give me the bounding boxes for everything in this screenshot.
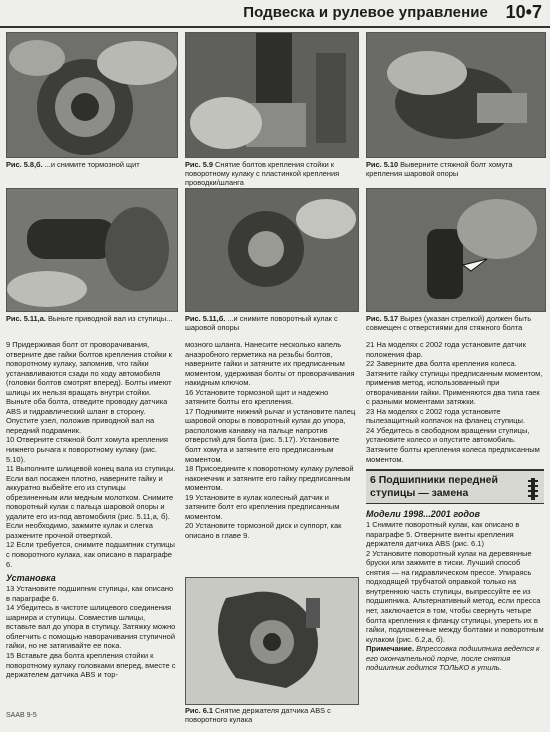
- paragraph-23: 23 На моделях с 2002 года установите пылезащитный колпачок на фланец ступицы.: [366, 406, 525, 426]
- section-6-header: [366, 469, 544, 504]
- section-6-title: 6 Подшипники передней ступицы — замена: [370, 474, 498, 500]
- page-title: Подвеска и рулевое управление: [243, 4, 488, 21]
- photo-5-10: [366, 32, 546, 158]
- paragraph-19: 19 Установите в кулак колесный датчик и затяните болт его крепления предписанным моментом.: [185, 492, 340, 521]
- step-1: 1 Снимите поворотный кулак, как описано в параграфе 5. Отверните винты крепления держателя датчика ABS (рис. 6.1): [366, 520, 520, 549]
- paragraph-18: 18 Присоедините к поворотному кулаку рулевой наконечник и затяните его гайку предписанным моментом.: [185, 464, 354, 493]
- paragraph-22: 22 Заверните два болта крепления колеса. Затяните гайку ступицы предписанным моментом, применив метод, использованный при отворачивании гайки. Применяются два типа гаек с разными моментами затяжки.: [366, 359, 543, 407]
- page-number: 10•7: [505, 2, 542, 22]
- paragraph-14: 14 Убедитесь в чистоте шлицевого соединения шарнира и ступицы. Совместив шлицы, вставьте вал до упора в ступицу. Затяжку можно облегчить с помощью наворачивания ступичной гайки, но не затягивайте ее пока.: [6, 603, 176, 651]
- caption-5-10: Рис. 5.10 Выверните стяжной болт хомута крепления шаровой опоры: [366, 160, 513, 179]
- caption-5-11b: Рис. 5.11,б. ...и снимите поворотный кулак с шаровой опоры: [185, 314, 338, 333]
- paragraph-12: 12 Если требуется, снимите подшипник ступицы с поворотного кулака, как описано в параграфе 6.: [6, 540, 175, 569]
- paragraph-11: 11 Выполните шлицевой конец вала из ступицы. Если вал посажен плотно, наверните гайку и аккуратно выбейте его из ступицы обрезиненным или медным молотком. Снимите поворотный кулак с пальца шаровой опоры и удалите его из-под автомобиля (рис. 5.11,а, б). Если необходимо, зажмите кулак и слегка разжените прочной отверткой.: [6, 464, 176, 540]
- page-footer: SAAB 9-5: [6, 712, 37, 719]
- wrench-icon: [526, 476, 540, 502]
- paragraph-15-cont: мозного шланга. Нанесите несколько капель анаэробного герметика на резьбы болтов, наверните гайки и затяните их предписанным моментом, удерживая болты от проворачивания накидным ключом.: [185, 340, 355, 388]
- text-column-2: [185, 340, 357, 540]
- caption-5-17: Рис. 5.17 Вырез (указан стрелкой) должен быть совмещен с отверстиями для стяжного болта: [366, 314, 532, 333]
- paragraph-16: 16 Установите тормозной щит и надежно затяните болты его крепления.: [185, 387, 329, 407]
- photo-5-11a: [6, 188, 178, 312]
- caption-5-8b: Рис. 5.8,б. ...и снимите тормозной щит: [6, 160, 140, 169]
- heading-installation: Установка: [6, 573, 56, 584]
- photo-5-8b: [6, 32, 178, 158]
- photo-5-17: [366, 188, 546, 312]
- paragraph-10: 10 Отверните стяжной болт хомута крепления нижнего рычага к поворотному кулаку (рис. 5.10).: [6, 435, 168, 464]
- step-2: 2 Установите поворотный кулак на деревянные бруски или зажмите в тиски. Лучший способ снятия — на гидравлическом прессе. Упираясь подходящей трубчатой оправкой только на внутреннюю часть ступицы, выпрессуйте ее из подшипника. Альтернативный метод, если пресса нет, заключается в том, чтобы свернуть четыре болта крепления к фланцу ступицы, упереть их в гайки, подложенные между болтами и поворотным кулаком (рис. 6.2,а, б).: [366, 548, 544, 644]
- photo-5-9: [185, 32, 359, 158]
- text-column-3: [366, 340, 544, 673]
- note: Примечание. Впрессовка подшипника ведется к его окончательной порче, после снятия подшипник годится ТОЛЬКО в утиль.: [366, 644, 540, 673]
- paragraph-20: 20 Установите тормозной диск и суппорт, как описано в главе 9.: [185, 521, 342, 540]
- paragraph-24: 24 Убедитесь в свободном вращении ступицы, установите колесо и опустите автомобиль. Затяните болты крепления колеса предписанным моментом.: [366, 425, 540, 464]
- paragraph-9: 9 Придерживая болт от проворачивания, отверните две гайки болтов крепления стойки к поворотному кулаку, запомнив, что гайки устанавливаются сзади по ходу автомобиля (головки болтов смотрят вперед). Болты имеют шлицы их нельзя вращать внутри стойки. Выньте оба болта, отведите проводку датчика ABS и гидравлический шланг в сторону. Опустите узел, положив приводной вал на передний подрамник.: [6, 340, 172, 435]
- paragraph-15: 15 Вставьте два болта крепления стойки к поворотному кулаку головками вперед, вместе с держателем датчика ABS и тор-: [6, 650, 176, 680]
- caption-5-11a: Рис. 5.11,а. Выньте приводной вал из ступицы...: [6, 314, 173, 323]
- paragraph-13: 13 Установите подшипник ступицы, как описано в параграфе 6.: [6, 584, 174, 603]
- paragraph-21: 21 На моделях с 2002 года установите датчик положения фар.: [366, 340, 526, 359]
- caption-6-1: Рис. 6.1 Снятие держателя датчика ABS с поворотного кулака: [185, 706, 331, 725]
- page-header: [0, 0, 550, 28]
- subheading-models: Модели 1998...2001 годов: [366, 509, 480, 520]
- photo-5-11b: [185, 188, 359, 312]
- paragraph-17: 17 Поднимите нижний рычаг и установите палец шаровой опоры в поворотный кулак до упора, расположив канавку на пальце напротив отверстий для болта (рис. 5.17). Установите болт хомута и затяните его предписанным моментом.: [185, 406, 356, 464]
- caption-5-9: Рис. 5.9 Снятие болтов крепления стойки к поворотному кулаку с пластинкой крепления проводки/шланга: [185, 160, 340, 188]
- photo-6-1: [185, 577, 359, 705]
- text-column-1: [6, 340, 176, 680]
